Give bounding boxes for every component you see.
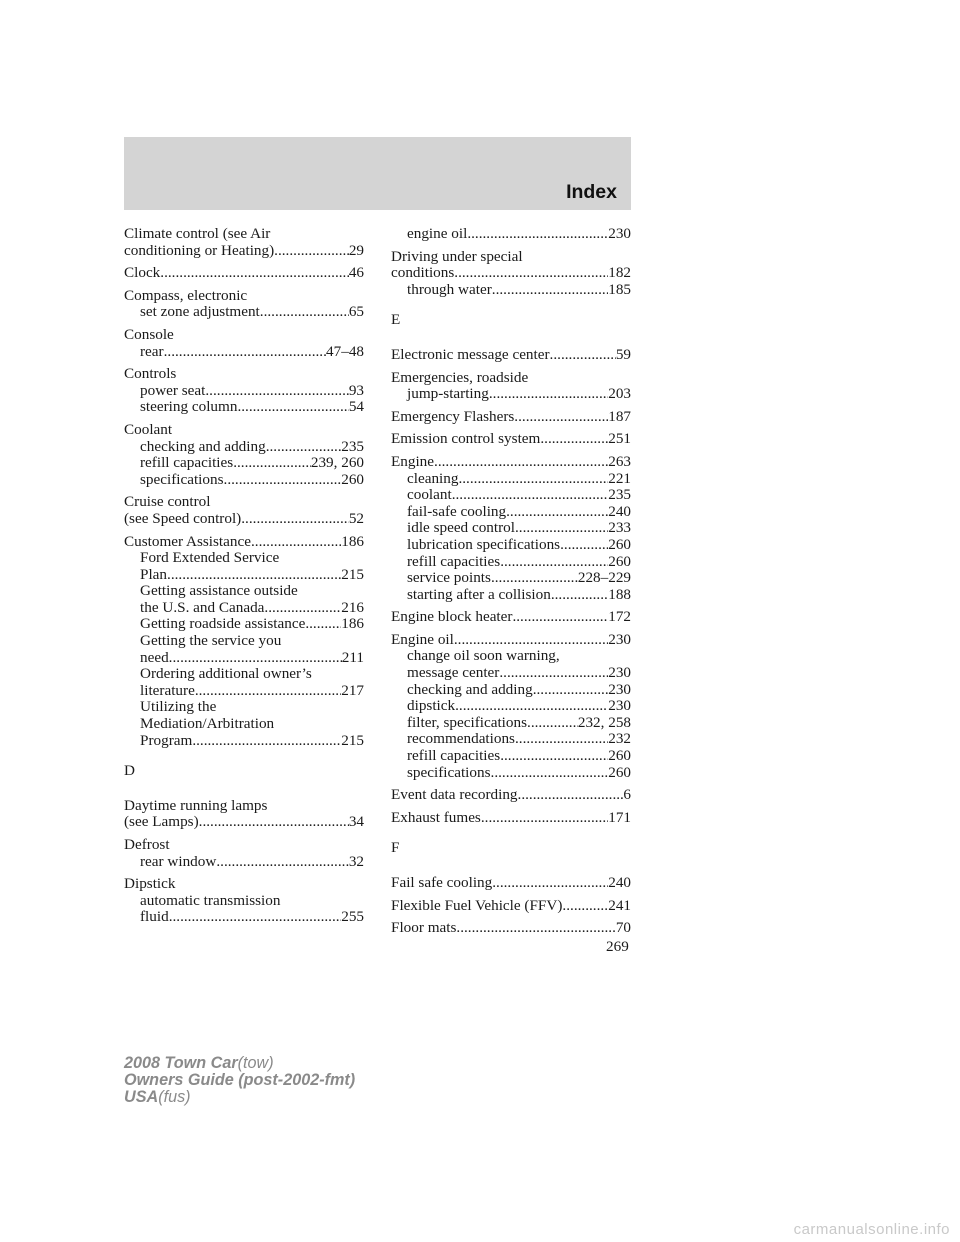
index-term: specifications <box>407 764 491 781</box>
dot-leader <box>467 226 608 243</box>
index-page-ref: 70 <box>615 920 631 937</box>
index-page-ref: 233 <box>608 520 631 537</box>
index-term: Emission control system <box>391 431 541 448</box>
dot-leader <box>533 682 609 699</box>
index-entry <box>124 422 364 488</box>
index-line <box>124 472 364 489</box>
index-page-ref: 235 <box>608 487 631 504</box>
index-term: need <box>140 649 169 666</box>
index-term: fail-safe cooling <box>407 503 507 520</box>
index-page-ref: 32 <box>348 853 364 870</box>
index-page-ref: 216 <box>341 599 364 616</box>
index-term: Flexible Fuel Vehicle (FFV) <box>391 897 563 914</box>
dot-leader <box>551 587 608 604</box>
index-page-ref: 182 <box>608 265 631 282</box>
index-line <box>391 920 631 937</box>
index-line <box>391 431 631 448</box>
dot-leader <box>455 698 608 715</box>
index-line <box>124 600 364 617</box>
index-page-ref: 232, 258 <box>577 714 631 731</box>
index-term: conditioning or Heating) <box>124 242 275 259</box>
index-term: Exhaust fumes <box>391 809 481 826</box>
index-term: service points <box>407 570 491 587</box>
index-entry <box>391 409 631 426</box>
index-term: Engine <box>391 453 435 470</box>
index-entry <box>391 347 631 364</box>
index-page-ref: 221 <box>608 470 631 487</box>
index-line <box>391 520 631 537</box>
section-letter: E <box>391 311 401 329</box>
index-line <box>391 265 631 282</box>
index-page-ref: 186 <box>341 616 364 633</box>
index-entry <box>391 810 631 827</box>
dot-leader <box>527 715 578 732</box>
dot-leader <box>514 409 608 426</box>
index-line <box>124 243 364 260</box>
index-page-ref: 59 <box>615 346 631 363</box>
index-term: refill capacities <box>407 553 501 570</box>
index-page-ref: 260 <box>608 536 631 553</box>
index-line <box>391 386 631 403</box>
index-page-ref: 240 <box>608 875 631 891</box>
index-entry <box>391 609 631 626</box>
index-entry <box>124 226 364 259</box>
index-line <box>391 487 631 504</box>
index-term: Utilizing the <box>140 699 217 716</box>
dot-leader <box>506 504 608 521</box>
index-term: Ordering additional owner’s <box>140 666 312 683</box>
index-term: Fail safe cooling <box>391 875 493 891</box>
index-term: jump-starting <box>407 386 489 403</box>
index-entry <box>124 798 364 831</box>
index-term: Mediation/Arbitration <box>140 716 275 733</box>
index-line <box>391 787 631 804</box>
dot-leader <box>274 243 349 260</box>
index-term: Getting assistance outside <box>140 583 298 600</box>
dot-leader <box>233 455 311 472</box>
dot-leader <box>481 810 608 827</box>
index-entry <box>391 875 631 892</box>
dot-leader <box>515 731 608 748</box>
dot-leader <box>515 520 608 537</box>
index-entry <box>391 898 631 915</box>
index-term: cleaning <box>407 470 459 487</box>
index-term: Getting roadside assistance <box>140 616 306 633</box>
index-term: through water <box>407 281 492 298</box>
index-term: filter, specifications <box>407 714 528 731</box>
index-term: rear window <box>140 853 217 870</box>
index-page-ref: 260 <box>608 764 631 781</box>
index-line <box>124 650 364 667</box>
index-term: refill capacities <box>140 455 234 472</box>
index-term: Clock <box>124 265 161 282</box>
index-term: (see Lamps) <box>124 814 199 831</box>
dot-leader <box>454 265 608 282</box>
dot-leader <box>500 748 608 765</box>
index-term: lubrication specifications <box>407 536 561 553</box>
index-term: (see Speed control) <box>124 510 242 527</box>
index-entry <box>124 366 364 416</box>
index-page-ref: 215 <box>341 566 364 583</box>
index-page-ref: 34 <box>348 814 364 831</box>
index-page-ref: 46 <box>348 265 364 282</box>
footer-guide: Owners Guide (post-2002-fmt) <box>124 1071 356 1089</box>
index-line <box>391 748 631 765</box>
index-entry <box>391 431 631 448</box>
index-line <box>124 383 364 400</box>
index-term: literature <box>140 682 195 699</box>
index-line <box>124 854 364 871</box>
index-line <box>124 534 364 551</box>
dot-leader <box>260 304 349 321</box>
index-term: Driving under special <box>391 248 523 265</box>
dot-leader <box>458 471 608 488</box>
index-term: engine oil <box>407 226 468 242</box>
index-term: conditions <box>391 265 455 282</box>
index-term: coolant <box>407 487 452 504</box>
index-line <box>124 265 364 282</box>
index-page-ref: 230 <box>608 631 631 648</box>
index-entry <box>124 265 364 282</box>
dot-leader <box>456 920 615 937</box>
index-page-ref: 211 <box>341 649 364 666</box>
dot-leader <box>562 898 608 915</box>
index-page-ref: 230 <box>608 698 631 715</box>
index-line <box>391 554 631 571</box>
footer-imprint <box>124 1055 355 1106</box>
index-term: refill capacities <box>407 748 501 765</box>
dot-leader <box>216 854 348 871</box>
dot-leader <box>454 632 608 649</box>
dot-leader <box>518 787 624 804</box>
index-page-ref: 188 <box>608 586 631 603</box>
index-page-ref: 263 <box>608 453 631 470</box>
index-term: Coolant <box>124 421 173 438</box>
index-line <box>391 504 631 521</box>
index-term: idle speed control <box>407 520 515 537</box>
dot-leader <box>205 383 348 400</box>
dot-leader <box>167 567 341 584</box>
index-page-ref: 171 <box>608 809 631 826</box>
footer-model-code: (tow) <box>237 1054 274 1072</box>
index-line <box>391 665 631 682</box>
index-term: power seat <box>140 382 206 399</box>
dot-leader <box>492 282 608 299</box>
dot-leader <box>491 570 578 587</box>
index-page-ref: 29 <box>348 242 364 259</box>
index-line <box>391 570 631 587</box>
index-term: Getting the service you <box>140 633 282 650</box>
index-term: steering column <box>140 399 238 416</box>
index-entry <box>124 837 364 870</box>
index-term: Plan <box>140 566 168 583</box>
index-entry <box>391 632 631 781</box>
dot-leader <box>540 431 608 448</box>
index-page-ref: 260 <box>608 553 631 570</box>
index-entry <box>391 249 631 299</box>
index-term: checking and adding <box>407 681 533 698</box>
index-entry <box>124 876 364 926</box>
dot-leader <box>169 650 342 667</box>
dot-leader <box>251 534 341 551</box>
dot-leader <box>434 454 608 471</box>
index-term: automatic transmission <box>140 892 281 909</box>
footer-line-1 <box>124 1055 355 1072</box>
index-term: Compass, electronic <box>124 287 248 304</box>
index-term: checking and adding <box>140 438 266 455</box>
index-entry <box>124 288 364 321</box>
index-line <box>391 698 631 715</box>
index-page-ref: 230 <box>608 665 631 682</box>
index-line <box>124 909 364 926</box>
dot-leader <box>560 537 608 554</box>
dot-leader <box>491 765 609 782</box>
watermark: carmanualsonline.info <box>793 1221 950 1238</box>
index-line <box>391 226 631 243</box>
index-page-ref: 52 <box>348 510 364 527</box>
index-entry <box>124 494 364 527</box>
index-page-ref: 255 <box>341 909 364 926</box>
index-page-ref: 54 <box>348 399 364 416</box>
index-line <box>124 511 364 528</box>
index-entry <box>391 370 631 403</box>
index-term: Climate control (see Air <box>124 226 271 242</box>
index-line <box>124 455 364 472</box>
index-term: Electronic message center <box>391 346 550 363</box>
index-line <box>391 282 631 299</box>
index-page-ref: 240 <box>608 503 631 520</box>
index-entry <box>391 454 631 603</box>
index-term: recommendations <box>407 731 515 748</box>
index-line <box>124 616 364 633</box>
index-line <box>391 587 631 604</box>
index-line <box>391 765 631 782</box>
index-entry <box>391 226 631 243</box>
index-page-ref: 232 <box>608 731 631 748</box>
footer-market: USA <box>124 1088 159 1106</box>
index-line <box>124 439 364 456</box>
dot-leader <box>199 814 349 831</box>
index-page-ref: 230 <box>608 226 631 242</box>
dot-leader <box>160 265 349 282</box>
index-line <box>391 409 631 426</box>
index-page-ref: 203 <box>608 386 631 403</box>
index-page-ref: 235 <box>341 438 364 455</box>
dot-leader <box>499 665 608 682</box>
index-term: Program <box>140 732 193 749</box>
index-term: set zone adjustment <box>140 304 260 321</box>
index-line <box>391 537 631 554</box>
index-term: Emergency Flashers <box>391 408 515 425</box>
dot-leader <box>224 472 342 489</box>
index-term: Engine block heater <box>391 609 513 626</box>
index-page-ref: 230 <box>608 681 631 698</box>
index-line <box>124 304 364 321</box>
footer-model: 2008 Town Car <box>124 1054 238 1072</box>
footer-line-3 <box>124 1089 355 1106</box>
index-term: Event data recording <box>391 787 518 804</box>
index-page-ref: 239, 260 <box>310 455 364 472</box>
index-term: Console <box>124 326 174 343</box>
index-term: Ford Extended Service <box>140 550 280 567</box>
index-column-left <box>124 226 364 932</box>
index-term: message center <box>407 665 500 682</box>
index-term: Floor mats <box>391 920 457 937</box>
index-line <box>391 682 631 699</box>
dot-leader <box>169 909 342 926</box>
index-page-ref: 228–229 <box>577 570 631 587</box>
index-term: the U.S. and Canada <box>140 599 265 616</box>
index-term: Cruise control <box>124 494 211 511</box>
index-line <box>391 609 631 626</box>
index-page-ref: 6 <box>623 787 631 804</box>
section-letter: F <box>391 839 400 857</box>
index-term: Defrost <box>124 837 170 853</box>
index-page-ref: 186 <box>341 533 364 550</box>
dot-leader <box>512 609 608 626</box>
index-line <box>124 733 364 750</box>
index-page-ref: 47–48 <box>326 343 364 360</box>
index-entry <box>124 327 364 360</box>
index-entry <box>391 787 631 804</box>
index-page-ref: 215 <box>341 732 364 749</box>
page-number: 269 <box>606 938 629 955</box>
index-entry <box>124 534 364 750</box>
dot-leader <box>500 554 608 571</box>
footer-market-code: (fus) <box>158 1088 191 1106</box>
index-term: change oil soon warning, <box>407 648 560 665</box>
index-term: rear <box>140 343 164 360</box>
index-page-ref: 93 <box>348 382 364 399</box>
dot-leader <box>266 439 342 456</box>
index-line <box>124 567 364 584</box>
dot-leader <box>264 600 341 617</box>
dot-leader <box>237 399 348 416</box>
dot-leader <box>489 386 608 403</box>
page-title: Index <box>566 181 617 203</box>
index-term: starting after a collision <box>407 586 551 603</box>
dot-leader <box>195 683 341 700</box>
dot-leader <box>192 733 341 750</box>
index-page-ref: 251 <box>608 431 631 448</box>
index-page-ref: 172 <box>608 609 631 626</box>
index-page-ref: 241 <box>608 897 631 914</box>
header-bar <box>124 137 631 210</box>
index-term: Emergencies, roadside <box>391 369 529 386</box>
index-column-right <box>391 226 631 943</box>
index-term: fluid <box>140 909 169 926</box>
index-term: Controls <box>124 366 177 383</box>
index-line <box>391 875 631 892</box>
index-line <box>124 344 364 361</box>
index-page-ref: 185 <box>608 281 631 298</box>
index-line <box>391 347 631 364</box>
index-term: Dipstick <box>124 876 176 893</box>
dot-leader <box>452 487 609 504</box>
index-term: Customer Assistance <box>124 533 251 550</box>
dot-leader <box>241 511 349 528</box>
index-page-ref: 187 <box>608 408 631 425</box>
index-page-ref: 260 <box>608 748 631 765</box>
index-term: Daytime running lamps <box>124 797 268 814</box>
index-page-ref: 65 <box>348 304 364 321</box>
index-line <box>391 471 631 488</box>
index-line <box>391 898 631 915</box>
index-term: Engine oil <box>391 631 454 648</box>
dot-leader <box>492 875 608 892</box>
index-term: specifications <box>140 471 224 488</box>
index-line <box>391 715 631 732</box>
index-line <box>124 683 364 700</box>
dot-leader <box>550 347 616 364</box>
dot-leader <box>305 616 341 633</box>
index-line <box>391 731 631 748</box>
index-page-ref: 260 <box>341 471 364 488</box>
index-line <box>124 814 364 831</box>
index-page-ref: 217 <box>341 682 364 699</box>
section-letter: D <box>124 762 135 780</box>
index-line <box>391 810 631 827</box>
index-line <box>391 454 631 471</box>
index-term: dipstick <box>407 698 456 715</box>
dot-leader <box>164 344 326 361</box>
index-line <box>391 632 631 649</box>
footer-line-2 <box>124 1072 355 1089</box>
index-entry <box>391 920 631 937</box>
index-line <box>124 399 364 416</box>
